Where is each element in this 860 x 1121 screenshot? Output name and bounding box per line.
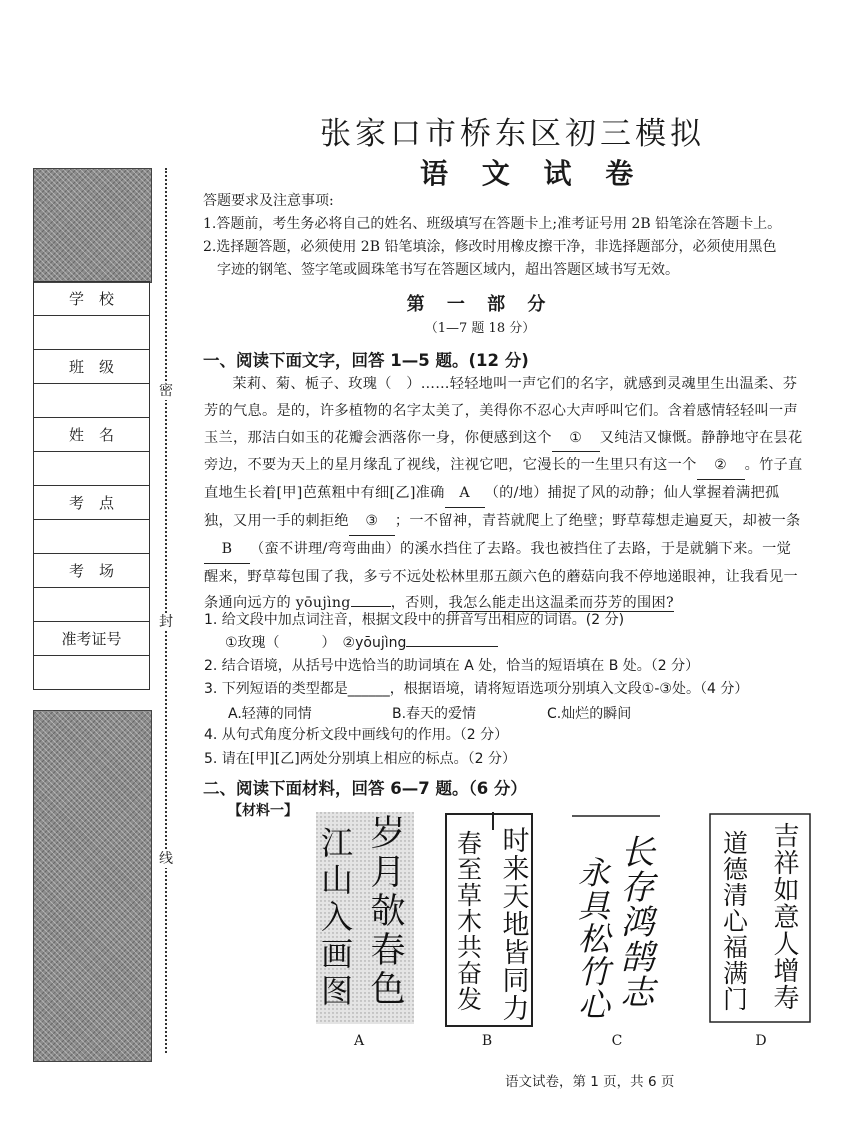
- passage-text-7: ，否则，: [390, 595, 449, 612]
- field-room-label: 考 场: [34, 554, 150, 588]
- reading-passage: [204, 371, 804, 617]
- blank-youjing[interactable]: [351, 606, 391, 607]
- field-class-input[interactable]: [34, 384, 150, 418]
- answer-blank-youjing[interactable]: [406, 646, 498, 647]
- passage-text-6: （蛮不讲理/弯弯曲曲）的溪水挡住了去路。我也被挡住了去路，于是就躺下来。一觉醒来，野草莓包围了我，多亏不远处松林里那五颜六色的蘑菇向我不停地递眼神，让我看见一条通向远方的 yōujìng: [204, 540, 798, 612]
- blank-2[interactable]: ②: [697, 452, 745, 480]
- field-ticket-input[interactable]: [34, 656, 150, 690]
- calligraphy-label-c: C: [611, 1033, 623, 1049]
- calligraphy-label-b: B: [481, 1033, 493, 1049]
- calligraphy-c-col2: 永具松竹心: [573, 856, 611, 1021]
- passage-text-5: ；一不留神，青苔就爬上了绝壁；野草莓想走遍夏天，却被一条: [394, 512, 801, 529]
- exam-title: 张家口市桥东区初三模拟: [320, 116, 705, 152]
- section1-heading: 一、阅读下面文字，回答 1—5 题。(12 分): [203, 351, 529, 370]
- calligraphy-label-a: A: [353, 1033, 365, 1049]
- field-school-input[interactable]: [34, 316, 150, 350]
- question-1-subparts-text: ①玫瑰（ ） ②yōujìng: [225, 635, 407, 651]
- calligraphy-c-col1: 长存鸿鹄志: [614, 834, 654, 1009]
- question-1-subparts: [225, 632, 498, 654]
- student-info-table: [33, 281, 150, 690]
- calligraphy-b: [446, 812, 532, 1026]
- calligraphy-a: [316, 812, 414, 1024]
- underlined-sentence: 我怎么能走出这温柔而芬芳的围困?: [448, 595, 674, 612]
- instruction-item-1: 1.答题前，考生务必将自己的姓名、班级填写在答题卡上;准考证号用 2B 铅笔涂在答题卡上。: [203, 216, 782, 232]
- blank-b[interactable]: B: [204, 536, 250, 564]
- exam-subtitle: 语 文 试 卷: [420, 157, 646, 190]
- calligraphy-d-col2: 道德清心福满门: [719, 830, 749, 1012]
- field-name-input[interactable]: [34, 452, 150, 486]
- blank-a[interactable]: A: [445, 480, 485, 508]
- part-subtitle: （1—7 题 18 分）: [424, 321, 536, 336]
- question-1: 1. 给文段中加点词注音，根据文段中的拼音写出相应的词语。(2 分): [204, 612, 625, 628]
- seal-char-xian: 线: [159, 851, 173, 867]
- option-b: B.春天的爱情: [392, 706, 477, 722]
- blank-1[interactable]: ①: [552, 425, 600, 453]
- field-school-label: 学 校: [34, 282, 150, 316]
- instruction-item-2b: 字迹的钢笔、签字笔或圆珠笔书写在答题区域内，超出答题区域书写无效。: [217, 262, 679, 278]
- calligraphy-b-col1: 时来天地皆同力: [497, 826, 529, 1022]
- passage-text-3: 。竹子直直地生长着[甲]芭蕉粗中有细[乙]准确: [204, 457, 803, 502]
- calligraphy-d-col1: 吉祥如意人增寿: [769, 822, 799, 1011]
- calligraphy-c: [572, 816, 660, 1021]
- option-c: C.灿烂的瞬间: [547, 706, 632, 722]
- part-title: 第 一 部 分: [406, 294, 554, 315]
- binding-hatch-top: [33, 168, 152, 283]
- field-name-label: 姓 名: [34, 418, 150, 452]
- option-a: A.轻薄的同情: [228, 706, 312, 722]
- field-site-input[interactable]: [34, 520, 150, 554]
- calligraphy-panels: [300, 812, 820, 1037]
- question-2: 2. 结合语境，从括号中选恰当的助词填在 A 处，恰当的短语填在 B 处。（2 分）: [204, 658, 700, 674]
- question-3: 3. 下列短语的类型都是______，根据语境，请将短语选项分别填入文段①-③处。（4 分）: [204, 681, 749, 697]
- instructions-heading: 答题要求及注意事项:: [203, 193, 334, 209]
- passage-text-4: （的/地）捕捉了风的动静；仙人掌握着满把孤独，又用一手的刺拒绝: [204, 485, 780, 529]
- instruction-item-2a: 2.选择题答题，必须使用 2B 铅笔填涂，修改时用橡皮擦干净，非选择题部分，必须使用黑色: [203, 239, 777, 255]
- material-label: 【材料一】: [228, 803, 298, 819]
- question-5: 5. 请在[甲][乙]两处分别填上相应的标点。（2 分）: [204, 751, 517, 767]
- field-ticket-label: 准考证号: [34, 622, 150, 656]
- page-footer: 语文试卷，第 1 页，共 6 页: [505, 1074, 675, 1090]
- seal-char-mi: 密: [159, 383, 173, 399]
- calligraphy-b-col2: 春至草木共奋发: [453, 830, 483, 1012]
- calligraphy-label-d: D: [755, 1033, 767, 1049]
- field-room-input[interactable]: [34, 588, 150, 622]
- calligraphy-d: [710, 814, 810, 1022]
- field-class-label: 班 级: [34, 350, 150, 384]
- calligraphy-a-col2: 江山入画图: [316, 826, 354, 1011]
- blank-3[interactable]: ③: [349, 508, 395, 536]
- passage-text-2: 又纯洁又慷慨。静静地守在昙花旁边，不要为天上的星月缘乱了视线，注视它吧，它漫长的一生里只有这一个: [204, 429, 803, 474]
- seal-char-feng: 封: [159, 614, 173, 630]
- section2-heading: 二、阅读下面材料，回答 6—7 题。（6 分）: [203, 779, 527, 798]
- calligraphy-a-col1: 岁月欹春色: [365, 814, 405, 1009]
- question-4: 4. 从句式角度分析文段中画线句的作用。（2 分）: [204, 727, 509, 743]
- passage-text-1: 茉莉、菊、栀子、玫瑰（ ）……轻轻地叫一声它们的名字，就感到灵魂里生出温柔、芬芳的气息。是的，许多植物的名字太美了，美得你不忍心大声呼叫它们。含着感情轻轻叫一声玉兰，那洁白如玉的花瓣会洒落你一身，你便感到这个: [204, 376, 798, 446]
- field-site-label: 考 点: [34, 486, 150, 520]
- seal-dotted-line: [165, 168, 167, 1053]
- binding-hatch-bottom: [33, 710, 152, 1062]
